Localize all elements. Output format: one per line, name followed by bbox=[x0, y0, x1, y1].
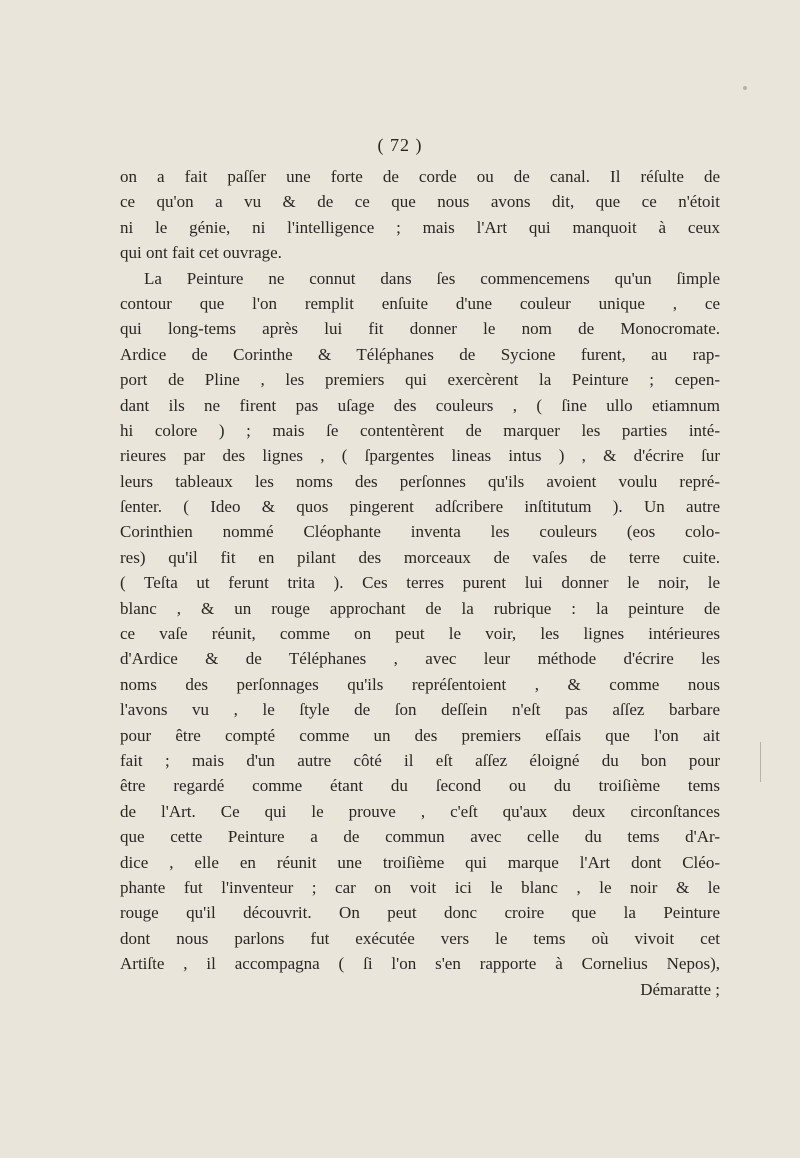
text-line: dant ils ne firent pas uſage des couleurs , ( ſine ullo etiamnum bbox=[120, 395, 720, 415]
text-line: noms des perſonnages qu'ils repréſentoient , & comme nous bbox=[120, 674, 720, 694]
text-line: blanc , & un rouge approchant de la rubrique : la peinture de bbox=[120, 598, 720, 618]
text-line: dice , elle en réunit une troiſième qui marque l'Art dont Cléo- bbox=[120, 852, 720, 872]
text-line: ni le génie, ni l'intelligence ; mais l'Art qui manquoit à ceux bbox=[120, 217, 720, 237]
text-line: ſenter. ( Ideo & quos pingerent adſcribere inſtitutum ). Un autre bbox=[120, 497, 720, 517]
text-line: Artiſte , il accompagna ( ſi l'on s'en rapporte à Cornelius Nepos), bbox=[120, 954, 720, 974]
text-line: pour être compté comme un des premiers eſſais que l'on ait bbox=[120, 725, 720, 745]
paper-crease bbox=[760, 742, 761, 782]
body-text bbox=[120, 164, 720, 1002]
text-line: phante fut l'inventeur ; car on voit ici le blanc , le noir & le bbox=[120, 877, 720, 897]
text-line: port de Pline , les premiers qui exercèrent la Peinture ; cepen- bbox=[120, 370, 720, 390]
text-line: ( Teſta ut ferunt trita ). Ces terres purent lui donner le noir, le bbox=[120, 573, 720, 593]
text-line: leurs tableaux les noms des perſonnes qu'ils avoient voulu repré- bbox=[120, 471, 720, 491]
text-line: l'avons vu , le ſtyle de ſon deſſein n'eſt pas aſſez barbare bbox=[120, 700, 720, 720]
text-line: qui long-tems après lui fit donner le nom de Monocromate. bbox=[120, 319, 720, 339]
text-line: fait ; mais d'un autre côté il eſt aſſez éloigné du bon pour bbox=[120, 750, 720, 770]
text-line: dont nous parlons fut exécutée vers le tems où vivoit cet bbox=[120, 928, 720, 948]
text-line: Corinthien nommé Cléophante inventa les couleurs (eos colo- bbox=[120, 522, 720, 542]
text-line: rouge qu'il découvrit. On peut donc croire que la Peinture bbox=[120, 903, 720, 923]
text-line: qui ont fait cet ouvrage. bbox=[120, 243, 282, 263]
text-line: La Peinture ne connut dans ſes commencemens qu'un ſimple bbox=[144, 268, 720, 288]
text-line: être regardé comme étant du ſecond ou du troiſième tems bbox=[120, 776, 720, 796]
text-line: que cette Peinture a de commun avec celle du tems d'Ar- bbox=[120, 827, 720, 847]
text-line: ce qu'on a vu & de ce que nous avons dit, que ce n'étoit bbox=[120, 192, 720, 212]
text-line: on a fait paſſer une forte de corde ou de canal. Il réſulte de bbox=[120, 167, 720, 186]
paper-spot bbox=[743, 86, 747, 90]
text-line: hi colore ) ; mais ſe contentèrent de marquer les parties inté- bbox=[120, 420, 720, 440]
text-line: res) qu'il fit en pilant des morceaux de vaſes de terre cuite. bbox=[120, 547, 720, 567]
text-line: d'Ardice & de Téléphanes , avec leur méthode d'écrire les bbox=[120, 649, 720, 669]
text-line: ce vaſe réunit, comme on peut le voir, les lignes intérieures bbox=[120, 624, 720, 644]
text-line: contour que l'on remplit enſuite d'une couleur unique , ce bbox=[120, 293, 720, 313]
text-line: de l'Art. Ce qui le prouve , c'eſt qu'aux deux circonſtances bbox=[120, 801, 720, 821]
catchword: Démaratte ; bbox=[640, 979, 720, 999]
page-number: ( 72 ) bbox=[377, 135, 423, 155]
text-line: rieures par des lignes , ( ſpargentes lineas intus ) , & d'écrire ſur bbox=[120, 446, 720, 466]
text-line: Ardice de Corinthe & Téléphanes de Sycione furent, au rap- bbox=[120, 344, 720, 364]
